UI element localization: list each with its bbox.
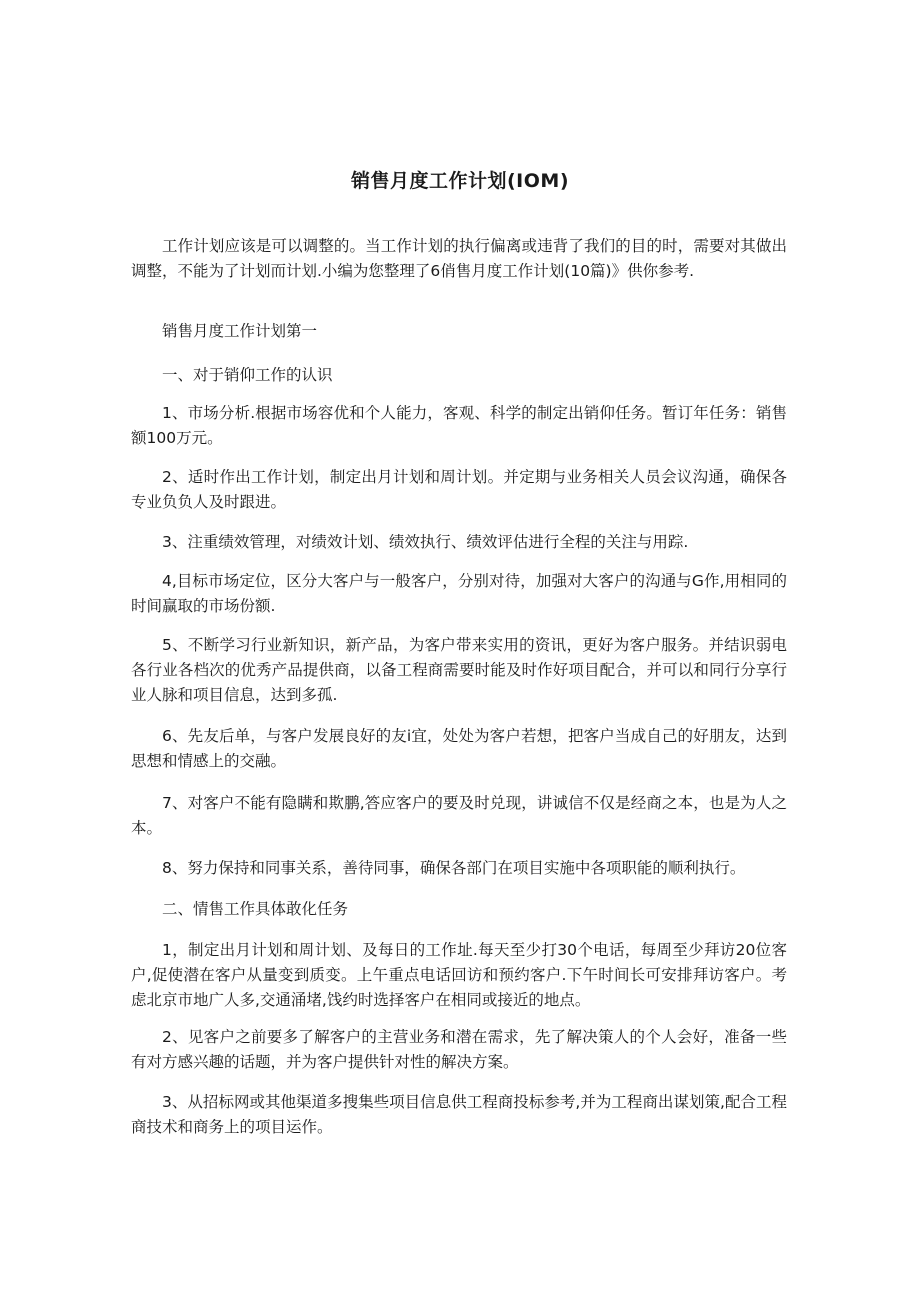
part1-item-8: 8、努力保持和同事关系，善待同事，确保各部门在项目实施中各项职能的顺利执行。 [162,859,746,877]
part2-item-3: 3、从招标网或其他渠道多搜集些项目信息供工程商投标参考,并为工程商出谋划策,配合工程商技术和商务上的项目运作。 [131,1093,787,1136]
part1-item-2: 2、适时作出工作计划，制定出月计划和周计划。并定期与业务相关人员会议沟通，确保各专业负负人及时跟进。 [131,468,787,511]
part1-item-5: 5、不断学习行业新知识，新产品，为客户带来实用的资讯，更好为客户服务。并结识弱电各行业各档次的优秀产品提供商，以备工程商需要时能及时作好项目配合，并可以和同行分享行业人脉和项目信息，达到多孤. [131,636,787,704]
intro-paragraph: 工作计划应该是可以调整的。当工作计划的执行偏离或违背了我们的目的时，需要对其做出调整，不能为了计划而计划.小编为您整理了6俏售月度工作计划(10篇)》供你参考. [131,237,787,280]
part2-heading: 二、情售工作具体敢化任务 [162,900,349,918]
part1-item-4: 4,目标市场定位，区分大客户与一般客户，分别对待，加强对大客户的沟通与G作,用相同的时间赢取的市场份额. [131,572,787,615]
part1-heading: 一、对于销仰工作的认识 [162,366,333,384]
part1-item-1: 1、市场分析.根据市场容优和个人能力，客观、科学的制定出销仰任务。暂订年任务：销售额100万元。 [131,404,787,447]
part2-item-2: 2、见客户之前要多了解客户的主营业务和潜在需求，先了解决策人的个人会好，准备一些有对方感兴趣的话题，并为客户提供针对性的解决方案。 [131,1028,787,1071]
part1-item-6: 6、先友后单，与客户发展良好的友i宜，处处为客户若想，把客户当成自己的好朋友，达到思想和情感上的交融。 [131,727,787,770]
part1-item-3: 3、注重绩效管理，对绩效计划、绩效执行、绩效评估进行全程的关注与用踪. [162,533,689,551]
document-title: 销售月度工作计划(IOM) [351,170,569,192]
part2-item-1: 1，制定出月计划和周计划、及每日的工作址.每天至少打30个电话，每周至少拜访20位客户,促使潜在客户从量变到质变。上午重点电话回访和预约客户.下午时间长可安排拜访客户。考虑北京市地广人多,交通涌堵,饯约时选择客户在相同或接近的地点。 [131,941,787,1009]
part1-item-7: 7、对客户不能有隐瞒和欺鹏,答应客户的要及时兑现，讲诚信不仅是经商之本，也是为人之本。 [131,794,787,837]
section-title: 销售月度工作计划第一 [162,322,318,340]
